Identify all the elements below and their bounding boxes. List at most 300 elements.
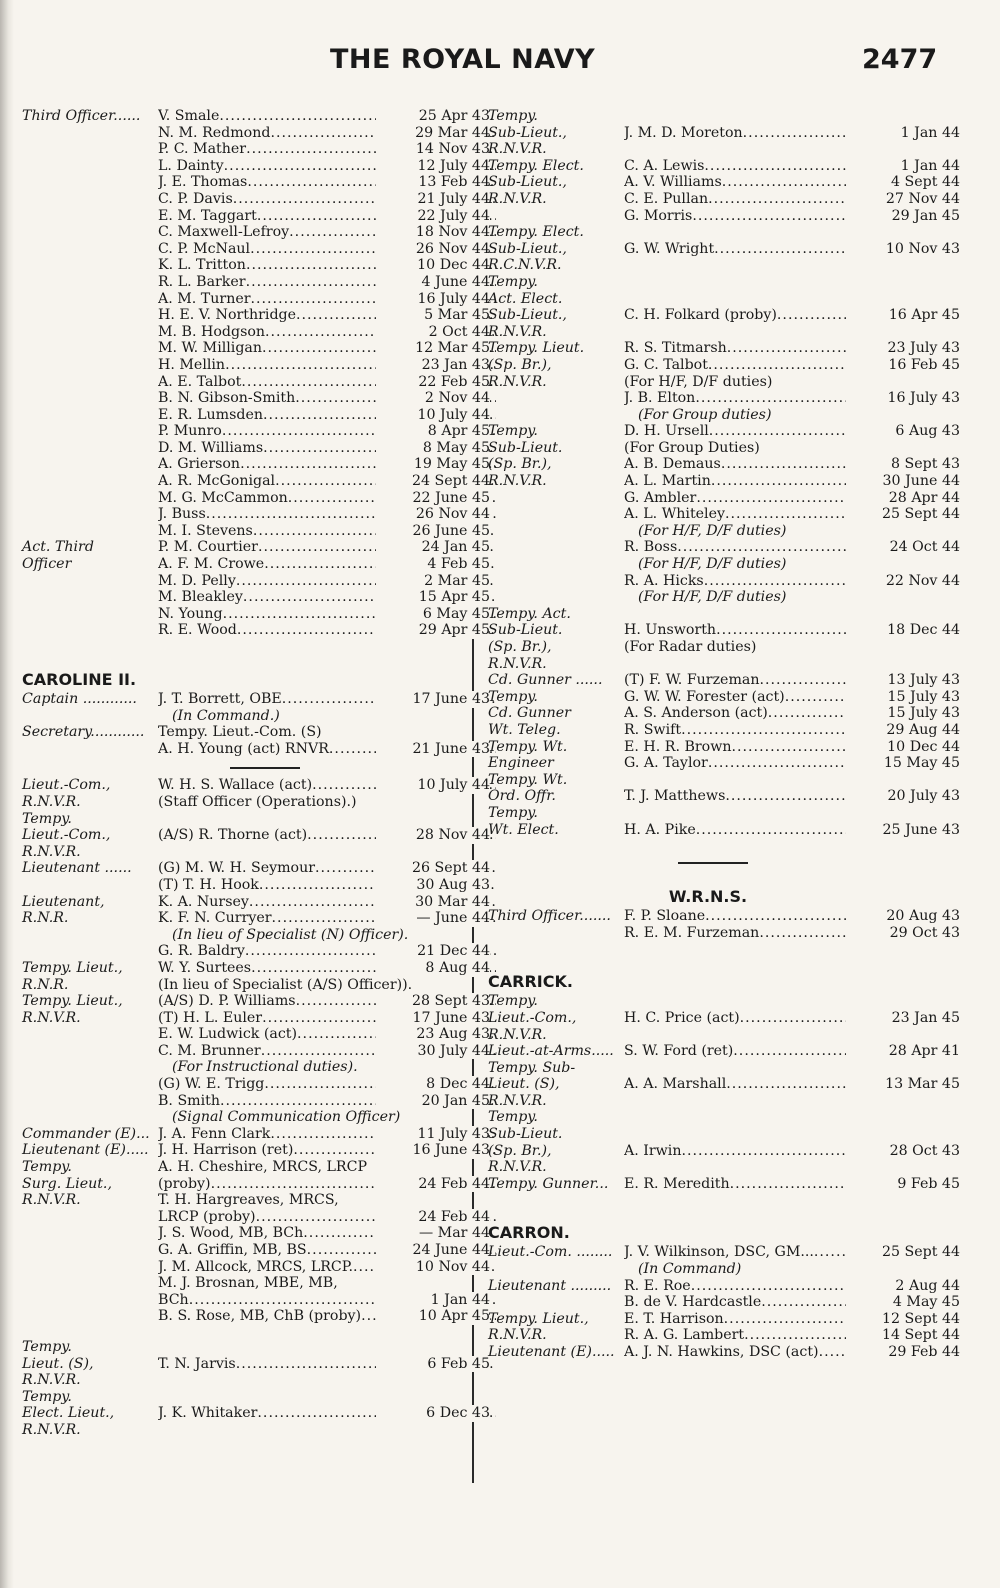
list-entry xyxy=(22,876,490,894)
seniority-date: 21 July 44 xyxy=(376,191,490,208)
rank-label: Cd. Gunner ...... xyxy=(488,672,603,689)
officer-name-text: R. A. G. Lambert xyxy=(624,1327,745,1344)
officer-name-text: E. H. R. Brown xyxy=(624,738,732,755)
seniority-date: 9 Feb 45 xyxy=(846,1176,960,1193)
seniority-date: 13 Mar 45 xyxy=(846,1076,960,1093)
rank-label: (Sp. Br.), xyxy=(488,356,552,373)
list-entry xyxy=(22,1042,490,1060)
spacer xyxy=(488,838,928,852)
officer-name-text: K. L. Tritton xyxy=(158,257,246,274)
list-entry xyxy=(488,456,960,473)
rank-label: R.N.V.R. xyxy=(488,473,547,490)
rank-label: Third Officer....... xyxy=(488,908,611,925)
seniority-date: 19 May 45 xyxy=(376,456,490,473)
officer-name-text: M. B. Hodgson xyxy=(158,323,266,340)
officer-name-text: G. Ambler xyxy=(624,489,697,506)
seniority-date: 1 Jan 44 xyxy=(376,1292,490,1309)
left-column xyxy=(22,108,490,1439)
officer-name-text: H. E. V. Northridge xyxy=(158,307,297,324)
seniority-date: 6 Aug 43 xyxy=(846,423,960,440)
list-entry xyxy=(22,605,490,623)
officer-name-text: J. K. Whitaker xyxy=(158,1405,258,1422)
officer-name-text: W. Y. Surtees xyxy=(158,959,252,976)
rank-label: R.N.V.R. xyxy=(488,141,547,158)
seniority-date: — June 44 xyxy=(376,910,490,927)
rank-label: R.N.V.R. xyxy=(488,655,547,672)
duty-note xyxy=(488,556,928,573)
list-entry xyxy=(22,1208,490,1226)
seniority-date: 15 Apr 45 xyxy=(376,589,490,606)
list-entry xyxy=(488,374,928,391)
list-entry xyxy=(22,207,490,225)
list-entry xyxy=(22,1355,490,1373)
list-entry xyxy=(488,721,960,739)
list-entry xyxy=(488,257,928,274)
seniority-date: 2 Nov 44 xyxy=(376,390,490,407)
officer-name-text: J. M. Allcock, MRCS, LRCP. xyxy=(158,1258,353,1275)
officer-name-text: R. E. Roe xyxy=(624,1277,691,1294)
rank-label: Lieutenant ......... xyxy=(488,1277,612,1294)
seniority-date: 12 Mar 45 xyxy=(376,340,490,357)
list-entry xyxy=(488,1277,960,1295)
seniority-date: 14 Nov 43 xyxy=(376,141,490,158)
list-entry xyxy=(22,977,462,994)
seniority-date: 16 Apr 45 xyxy=(846,307,960,324)
seniority-date: 22 July 44 xyxy=(376,208,490,225)
list-entry xyxy=(22,290,490,308)
seniority-date: 10 July 44 xyxy=(376,407,490,424)
officer-name-text: H. Unsworth xyxy=(624,622,717,639)
list-entry xyxy=(22,1026,490,1043)
seniority-date: 29 Feb 44 xyxy=(846,1344,960,1361)
list-entry xyxy=(22,307,490,324)
officer-name-text: J. E. Thomas xyxy=(158,174,248,191)
rank-label: Lieut. (S), xyxy=(488,1076,560,1093)
duty-note xyxy=(488,523,928,540)
officer-name-text: R. L. Barker xyxy=(158,273,246,290)
seniority-date: 29 Apr 45 xyxy=(376,622,490,639)
seniority-date: 22 Feb 45 xyxy=(376,374,490,391)
seniority-date: 29 Aug 44 xyxy=(846,722,960,739)
officer-name-text: V. Smale xyxy=(158,108,220,124)
list-entry xyxy=(488,606,928,623)
list-entry xyxy=(488,307,960,324)
list-entry xyxy=(22,240,490,258)
list-entry xyxy=(488,1344,960,1361)
list-entry xyxy=(488,622,960,639)
spacer xyxy=(22,1325,462,1339)
seniority-date: 10 July 44 xyxy=(376,777,490,794)
rank-label: R.N.V.R. xyxy=(488,373,547,390)
officer-name-text: A. E. Talbot xyxy=(158,373,242,390)
rank-label: Lieut.-Com. ........ xyxy=(488,1244,613,1261)
officer-name-text: A. S. Anderson (act) xyxy=(624,705,768,722)
officer-name-text: A. J. N. Hawkins, DSC (act) xyxy=(624,1344,819,1360)
list-entry xyxy=(22,406,490,424)
officer-name-text: (G) W. E. Trigg xyxy=(158,1076,265,1093)
list-entry xyxy=(22,827,490,844)
list-entry xyxy=(488,1310,960,1328)
seniority-date: 25 Sept 44 xyxy=(846,1244,960,1261)
rank-label: Tempy. Elect. xyxy=(488,157,584,174)
ship-heading: CARRICK. xyxy=(488,972,573,992)
officer-name-text: C. E. Pullan xyxy=(624,190,709,207)
seniority-date: 17 June 43 xyxy=(376,1010,490,1027)
rank-label: R.N.R. xyxy=(22,910,69,927)
seniority-date: 4 May 45 xyxy=(846,1294,960,1311)
list-entry xyxy=(488,993,928,1010)
officer-name-text: J. H. Harrison (ret) xyxy=(158,1142,294,1159)
seniority-date: 10 Dec 44 xyxy=(376,257,490,274)
list-entry xyxy=(22,1405,490,1422)
officer-name-text: (Staff Officer (Operations).) xyxy=(158,793,357,810)
seniority-date: 4 Feb 45 xyxy=(376,556,490,573)
list-entry xyxy=(22,1291,490,1309)
list-entry xyxy=(488,755,960,772)
officer-name-text: P. M. Courtier xyxy=(158,539,258,556)
officer-name-text: J. V. Wilkinson, DSC, GM... xyxy=(624,1244,814,1261)
list-entry xyxy=(22,1159,462,1176)
officer-name-text: G. A. Griffin, MB, BS xyxy=(158,1242,307,1258)
officer-name-text: A. V. Williams xyxy=(624,174,722,191)
seniority-date: 10 Nov 43 xyxy=(846,241,960,258)
seniority-date: 5 Mar 45 xyxy=(376,307,490,324)
list-entry xyxy=(488,390,960,407)
list-entry xyxy=(22,572,490,590)
officer-name-text: G. A. Taylor xyxy=(624,755,708,772)
officer-name-text: C. H. Folkard (proby) xyxy=(624,307,777,324)
officer-name-text: A. R. McGonigal xyxy=(158,473,276,490)
officer-name xyxy=(624,440,944,457)
officer-name-text: A. Irwin xyxy=(624,1142,682,1159)
list-entry xyxy=(488,1043,960,1060)
duty-note-text: (For Instructional duties). xyxy=(172,1059,358,1076)
officer-name-text: BCh xyxy=(158,1291,189,1308)
list-entry xyxy=(22,959,490,977)
list-entry xyxy=(22,157,490,175)
list-entry xyxy=(488,672,960,689)
officer-name-text: (T) F. W. Furzeman xyxy=(624,672,760,689)
rank-label: Wt. Teleg. xyxy=(488,721,561,738)
officer-name-text: C. A. Lewis xyxy=(624,157,705,174)
rank-label: Act. Third xyxy=(22,539,94,556)
rank-label: Tempy. Act. xyxy=(488,605,571,622)
list-entry xyxy=(22,224,490,241)
list-entry xyxy=(22,860,490,877)
list-entry xyxy=(22,1242,490,1259)
list-entry xyxy=(22,691,490,708)
rank-label: Lieutenant (E)..... xyxy=(488,1344,615,1360)
officer-name-text: B. N. Gibson-Smith xyxy=(158,390,296,407)
list-entry xyxy=(22,1175,490,1193)
list-entry xyxy=(488,108,928,125)
officer-name-text: N. Young xyxy=(158,605,223,622)
list-entry xyxy=(22,1389,462,1406)
duty-note-text: (For H/F, D/F duties) xyxy=(638,556,787,573)
seniority-date: 24 June 44 xyxy=(376,1242,490,1259)
officer-name-text: L. Dainty xyxy=(158,157,224,174)
seniority-date: 8 Dec 44 xyxy=(376,1076,490,1093)
rank-label: Engineer xyxy=(488,755,554,772)
officer-name-text: P. Munro xyxy=(158,423,222,440)
list-entry xyxy=(488,738,960,756)
duty-note xyxy=(22,708,462,725)
list-entry xyxy=(22,1076,490,1093)
seniority-date: 30 July 44 xyxy=(376,1043,490,1060)
officer-name-text: R. E. Wood xyxy=(158,622,237,639)
officer-name-text: J. A. Fenn Clark xyxy=(158,1125,271,1142)
seniority-date: 2 Mar 45 xyxy=(376,573,490,590)
seniority-date: 8 Sept 43 xyxy=(846,456,960,473)
list-entry xyxy=(22,190,490,208)
rank-label: (Sp. Br.), xyxy=(488,456,552,473)
officer-name-text: (A/S) D. P. Williams xyxy=(158,993,296,1010)
list-entry xyxy=(22,1192,462,1209)
officer-name-text: R. Swift xyxy=(624,721,682,738)
duty-note xyxy=(22,1059,462,1076)
spacer xyxy=(22,639,462,669)
list-entry xyxy=(22,373,490,391)
list-entry xyxy=(22,174,490,191)
list-entry xyxy=(488,805,928,822)
seniority-date: 13 July 43 xyxy=(846,672,960,689)
seniority-date: 8 Aug 44 xyxy=(376,960,490,977)
list-entry xyxy=(488,190,960,208)
seniority-date: 22 Nov 44 xyxy=(846,573,960,590)
officer-name-text: C. P. McNaul xyxy=(158,240,251,257)
seniority-date: 28 Nov 44 xyxy=(376,827,490,844)
officer-name-text: S. W. Ford (ret) xyxy=(624,1043,734,1060)
list-entry xyxy=(22,1275,462,1292)
officer-name-text: H. A. Pike xyxy=(624,821,696,838)
seniority-date: 23 Jan 45 xyxy=(846,1010,960,1027)
list-entry xyxy=(22,993,490,1010)
seniority-date: 24 Jan 45 xyxy=(376,539,490,556)
list-entry xyxy=(22,257,490,274)
officer-name-text: M. D. Pelly xyxy=(158,572,236,589)
rank-label: Lieut. (S), xyxy=(22,1355,94,1372)
officer-name-text: M. W. Milligan xyxy=(158,340,263,357)
officer-name-text: E. R. Lumsden xyxy=(158,406,263,423)
list-entry xyxy=(22,556,490,573)
seniority-date: 24 Sept 44 xyxy=(376,473,490,490)
rank-label: R.N.V.R. xyxy=(22,843,81,860)
officer-name-text: D. M. Williams xyxy=(158,439,264,456)
duty-note-text: (Signal Communication Officer) xyxy=(172,1109,401,1126)
seniority-date: 30 Mar 44 xyxy=(376,894,490,911)
page-title: THE ROYAL NAVY xyxy=(330,44,596,75)
duty-note-text: (In lieu of Specialist (N) Officer). xyxy=(172,926,409,943)
officer-name-text: (G) M. W. H. Seymour xyxy=(158,860,316,877)
seniority-date: 10 Apr 45 xyxy=(376,1308,490,1325)
seniority-date: 8 May 45 xyxy=(376,440,490,457)
officer-name-text: A. L. Whiteley xyxy=(624,506,726,523)
seniority-date: 28 Apr 44 xyxy=(846,490,960,507)
right-column xyxy=(488,108,960,1361)
rank-label: Captain ............ xyxy=(22,691,137,707)
list-entry xyxy=(22,844,462,861)
seniority-date: 26 Nov 44 xyxy=(376,241,490,258)
list-entry xyxy=(22,910,490,927)
list-entry xyxy=(488,1109,928,1126)
seniority-date: 8 Apr 45 xyxy=(376,423,490,440)
officer-name-text: A. H. Cheshire, MRCS, LRCP xyxy=(158,1159,368,1176)
officer-name-text: G. W. Wright xyxy=(624,240,715,257)
rank-label: R.N.V.R. xyxy=(488,1092,547,1109)
duty-note xyxy=(22,927,462,944)
list-entry xyxy=(488,1327,960,1344)
list-entry xyxy=(22,811,462,828)
officer-name-text: M. G. McCammon xyxy=(158,489,288,506)
list-entry xyxy=(22,456,490,473)
rank-label: Sub-Lieut., xyxy=(488,307,567,324)
seniority-date: 20 July 43 xyxy=(846,788,960,805)
duty-note xyxy=(22,1109,462,1126)
list-entry xyxy=(488,639,928,656)
rank-label: Lieutenant (E)..... xyxy=(22,1142,149,1159)
rank-label: Lieut.-at-Arms..... xyxy=(488,1043,614,1060)
officer-name-text: J. T. Borrett, OBE xyxy=(158,691,282,707)
rank-label: Lieut.-Com., xyxy=(22,827,111,844)
list-entry xyxy=(22,340,490,357)
officer-name-text: (For H/F, D/F duties) xyxy=(624,373,773,390)
officer-name-text: J. B. Elton xyxy=(624,390,696,407)
list-entry xyxy=(22,1009,490,1027)
list-entry xyxy=(488,1159,928,1176)
officer-name-text: C. P. Davis xyxy=(158,190,233,207)
seniority-date: 6 May 45 xyxy=(376,606,490,623)
seniority-date: 20 Aug 43 xyxy=(846,908,960,925)
seniority-date: 25 Apr 43 xyxy=(376,108,490,125)
seniority-date: 23 Jan 43 xyxy=(376,357,490,374)
officer-name-text: A. M. Turner xyxy=(158,290,251,307)
list-entry xyxy=(488,291,928,308)
list-entry xyxy=(22,1258,490,1276)
list-entry xyxy=(22,740,490,758)
list-entry xyxy=(22,473,490,490)
officer-name-text: R. S. Titmarsh xyxy=(624,340,727,357)
rank-label: Tempy. Sub- xyxy=(488,1059,576,1076)
officer-name-text: A. H. Young (act) RNVR xyxy=(158,740,329,757)
seniority-date: 23 July 43 xyxy=(846,340,960,357)
list-entry xyxy=(22,943,490,960)
officer-name-text: J. M. D. Moreton xyxy=(624,124,743,141)
rank-label: Sub-Lieut., xyxy=(488,124,567,141)
duty-note-text: (For Group duties) xyxy=(638,406,772,423)
rank-label: Tempy. xyxy=(488,108,538,124)
seniority-date: 15 July 43 xyxy=(846,689,960,706)
list-entry xyxy=(22,423,490,440)
seniority-date: 13 Feb 44 xyxy=(376,174,490,191)
seniority-date: 17 June 43 xyxy=(376,691,490,708)
rank-label: Commander (E)... xyxy=(22,1125,150,1142)
list-entry xyxy=(488,423,960,440)
officer-name-text: R. E. M. Furzeman xyxy=(624,924,760,941)
rank-label: Sub-Lieut., xyxy=(488,240,567,257)
officer-name-text: (T) H. L. Euler xyxy=(158,1009,263,1026)
list-entry xyxy=(22,1142,490,1159)
rank-label: R.N.V.R. xyxy=(488,1327,547,1344)
list-entry xyxy=(22,724,462,741)
rank-label: Tempy. xyxy=(488,423,538,440)
officer-name-text: A. Grierson xyxy=(158,456,241,473)
list-entry xyxy=(22,323,490,341)
officer-name-text: (For Radar duties) xyxy=(624,639,757,655)
list-entry xyxy=(488,1294,960,1311)
list-entry xyxy=(22,506,490,523)
list-entry xyxy=(488,473,960,490)
officer-name-text: N. M. Redmond xyxy=(158,124,271,141)
rank-label: Wt. Elect. xyxy=(488,821,559,838)
seniority-date: — Mar 44 xyxy=(376,1225,490,1242)
seniority-date: 16 July 43 xyxy=(846,390,960,407)
list-entry xyxy=(488,356,960,374)
officer-name-text: A. A. Marshall xyxy=(624,1076,727,1093)
list-entry xyxy=(22,489,490,507)
seniority-date: 26 June 45 xyxy=(376,523,490,540)
rank-label: Tempy. xyxy=(488,993,538,1010)
list-entry xyxy=(488,656,928,673)
seniority-date: 28 Sept 43 xyxy=(376,993,490,1010)
officer-name-text: A. L. Martin xyxy=(624,473,711,490)
rank-label: Tempy. Lieut., xyxy=(488,1310,589,1327)
seniority-date: 15 July 43 xyxy=(846,705,960,722)
officer-name-text: M. I. Stevens xyxy=(158,522,253,539)
list-entry xyxy=(488,908,960,925)
officer-name xyxy=(158,1192,496,1209)
seniority-date: 30 Aug 43 xyxy=(376,877,490,894)
seniority-date: 2 Aug 44 xyxy=(846,1278,960,1295)
seniority-date: 1 Jan 44 xyxy=(846,158,960,175)
list-entry xyxy=(22,1308,490,1325)
seniority-date: 18 Dec 44 xyxy=(846,622,960,639)
seniority-date: 21 Dec 44 xyxy=(376,943,490,960)
list-entry xyxy=(488,124,960,142)
seniority-date: 27 Nov 44 xyxy=(846,191,960,208)
rank-label: (Sp. Br.), xyxy=(488,639,552,655)
rank-label: Tempy. xyxy=(22,810,72,827)
officer-name-text: P. C. Mather xyxy=(158,141,247,158)
rank-label: Lieutenant ...... xyxy=(22,860,132,877)
ship-heading: CARRON. xyxy=(488,1223,570,1243)
list-entry xyxy=(488,141,928,158)
officer-name-text: G. W. W. Forester (act) xyxy=(624,688,785,705)
section-rule xyxy=(22,757,462,777)
rank-label: R.N.V.R. xyxy=(22,1421,81,1438)
list-entry xyxy=(488,1093,928,1110)
officer-name-text: J. S. Wood, MB, BCh xyxy=(158,1225,304,1242)
officer-name-text: B. de V. Hardcastle xyxy=(624,1294,762,1311)
list-entry xyxy=(22,893,490,911)
list-entry xyxy=(488,1009,960,1027)
seniority-date: 15 May 45 xyxy=(846,755,960,772)
seniority-date: 4 June 44 xyxy=(376,274,490,291)
officer-name-text: T. N. Jarvis xyxy=(158,1355,236,1372)
officer-name-text: G. C. Talbot xyxy=(624,356,708,373)
list-entry xyxy=(488,705,960,722)
seniority-date: 11 July 43 xyxy=(376,1126,490,1143)
officer-name-text: G. R. Baldry xyxy=(158,943,245,960)
list-entry xyxy=(488,924,960,942)
officer-name-text: D. H. Ursell xyxy=(624,423,709,440)
seniority-date: 16 July 44 xyxy=(376,291,490,308)
seniority-date: 25 Sept 44 xyxy=(846,506,960,523)
rank-label: Tempy. xyxy=(488,804,538,821)
officer-name-text: (T) T. H. Hook xyxy=(158,876,259,893)
list-entry xyxy=(488,1060,928,1077)
rank-label: Lieutenant, xyxy=(22,893,105,910)
officer-name-text: A. F. M. Crowe xyxy=(158,556,265,573)
